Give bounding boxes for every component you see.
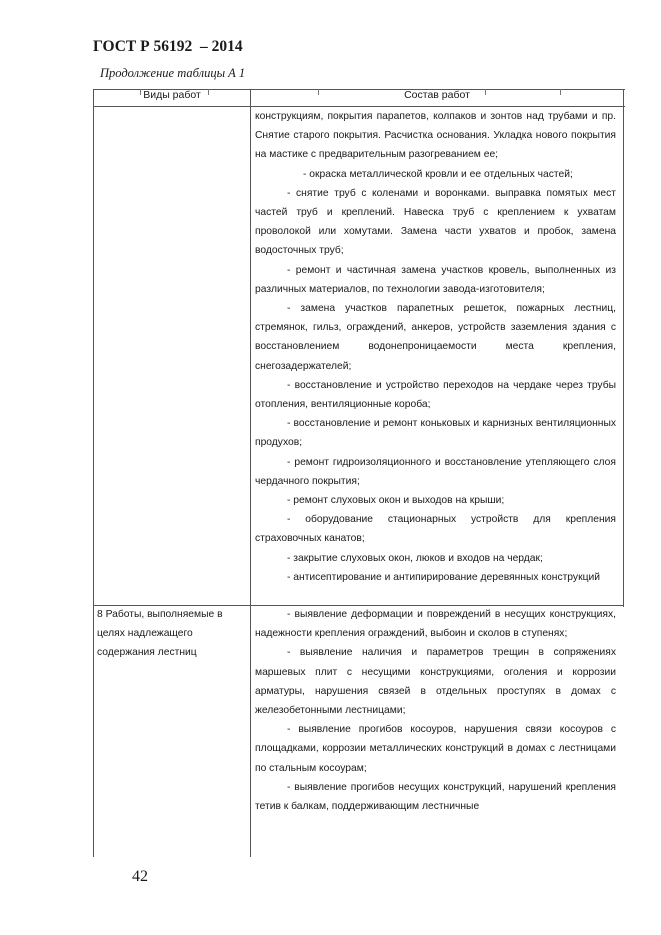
paragraph: - выявление деформации и повреждений в несущих конструкциях, надежности крепления ограждений, выбоин и сколов в ступенях;	[255, 609, 616, 640]
paragraph: - восстановление и устройство переходов на чердаке через трубы отопления, вентиляционные короба;	[255, 379, 616, 411]
paragraph: - ремонт гидроизоляционного и восстановление утепляющего слоя чердачного покрытия;	[255, 456, 616, 487]
paragraph: - ремонт слуховых окон и выходов на крыши;	[287, 495, 505, 507]
paragraph: - снятие труб с коленами и воронками. выправка помятых мест частей труб и креплений. Навеска труб с креплением к ухватам проволокой или хомутами. Замена части ухватов и пробок, замена водосточных труб;	[255, 187, 616, 257]
paragraph: - выявление наличия и параметров трещин в сопряжениях маршевых плит с несущими конструкциями, оголения и коррозии арматуры, нарушения связей в отдельных проступях в домах с железобетонными лестницами;	[255, 647, 616, 717]
paragraph: - ремонт и частичная замена участков кровель, выполненных из различных материалов, по технологии завода-изготовителя;	[255, 264, 616, 295]
table-left-border	[93, 89, 94, 857]
paragraph: - восстановление и ремонт коньковых и карнизных вентиляционных продухов;	[255, 418, 616, 449]
table-right-border	[623, 89, 624, 607]
table-caption: Продолжение таблицы А 1	[100, 66, 246, 80]
row1-composition-cell	[255, 107, 616, 587]
paragraph: - закрытие слуховых окон, люков и входов на чердак;	[287, 552, 543, 564]
paragraph: - антисептирование и антипирирование деревянных конструкций	[287, 571, 600, 583]
paragraph: - выявление прогибов несущих конструкций, нарушений крепления тетив к балкам, поддерживающим лестничные	[255, 781, 616, 813]
row2-composition-cell	[255, 605, 616, 816]
paragraph: - замена участков парапетных решеток, пожарных лестниц, стремянок, гильз, ограждений, анкеров, устройств заземления здания с восстановлением водонепроницаемости места крепления, снегозадержателей;	[255, 303, 616, 372]
column-header-work-type: Виды работ	[143, 89, 201, 101]
row2-work-type-cell: 8 Работы, выполняемые в целях надлежащего содержания лестниц	[97, 609, 223, 659]
document-header: ГОСТ Р 56192 – 2014	[93, 38, 243, 55]
column-divider	[250, 89, 251, 857]
paragraph: - окраска металлической кровли и ее отдельных частей;	[303, 168, 573, 180]
paragraph: - оборудование стационарных устройств для крепления страховочных канатов;	[255, 514, 616, 545]
paragraph: конструкциям, покрытия парапетов, колпаков и зонтов над трубами и пр. Снятие старого покрытия. Расчистка основания. Укладка нового покрытия на мастике с предварительным разогреванием ее;	[255, 111, 616, 161]
page-number: 42	[132, 868, 148, 885]
column-header-work-composition: Состав работ	[404, 89, 470, 101]
paragraph: - выявление прогибов косоуров, нарушения связи косоуров с площадками, коррозии металлических конструкций в домах с лестницами по стальным косоурам;	[255, 724, 616, 774]
